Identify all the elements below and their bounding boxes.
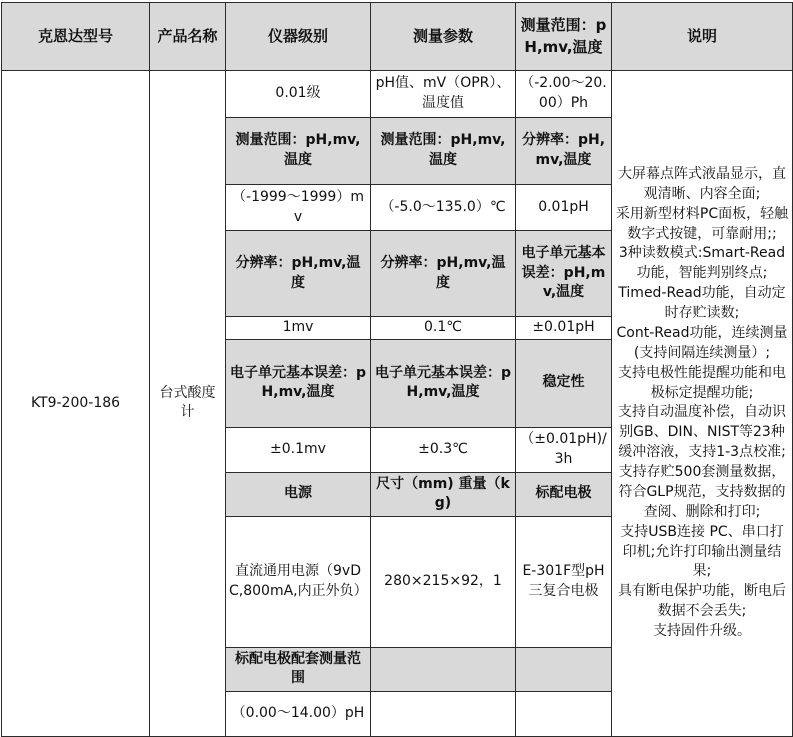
description-line: 支持电极性能提醒功能和电极标定提醒功能; [618, 364, 786, 401]
table-cell: 0.01pH [516, 185, 612, 231]
table-cell: E-301F型pH三复合电极 [516, 516, 612, 647]
spec-table [1, 2, 793, 737]
table-cell [516, 691, 612, 736]
model-cell: KT9-200-186 [2, 71, 150, 737]
table-cell [371, 691, 516, 736]
table-cell: （±0.01pH)/3h [516, 427, 612, 472]
table-cell: ±0.01pH [516, 317, 612, 340]
description-line: Cont-Read功能，连续测量(支持间隔连续测量）; [616, 324, 788, 361]
table-cell: （-1999～1999）mv [226, 185, 371, 231]
description-line: 支持存贮500套测量数据，符合GLP规范，支持数据的查阅、删除和打印; [618, 464, 786, 520]
header-range: 测量范围：pH,mv,温度 [516, 3, 612, 71]
table-cell: 电子单元基本误差：pH,mv,温度 [226, 339, 371, 427]
table-cell: pH值、mV（OPR）、温度值 [371, 71, 516, 118]
table-cell: 测量范围：pH,mv,温度 [371, 118, 516, 185]
table-cell: 分辨率：pH,mv,温度 [516, 118, 612, 185]
description-line: 具有断电保护功能，断电后数据不会丢失; [618, 583, 786, 620]
table-cell: 280×215×92，1 [371, 516, 516, 647]
table-cell: 标配电极配套测量范围 [226, 647, 371, 691]
description-line: 支持固件升级。 [653, 623, 751, 640]
table-cell: 稳定性 [516, 339, 612, 427]
description-line: 支持自动温度补偿，自动识别GB、DIN、NIST等23种缓冲溶液，支持1-3点校准; [618, 404, 786, 461]
table-cell: 0.1℃ [371, 317, 516, 340]
header-parameters: 测量参数 [371, 3, 516, 71]
table-cell: 分辨率：pH,mv,温度 [371, 231, 516, 317]
table-row [2, 71, 793, 118]
table-cell: 电源 [226, 472, 371, 516]
header-instrument-level: 仪器级别 [226, 3, 371, 71]
header-model: 克恩达型号 [2, 3, 150, 71]
table-cell: （0.00～14.00）pH [226, 691, 371, 736]
description-line: 大屏幕点阵式液晶显示，直观清晰、内容全面; [618, 165, 786, 202]
header-description: 说明 [612, 3, 793, 71]
table-cell: ±0.1mv [226, 427, 371, 472]
table-cell: 标配电极 [516, 472, 612, 516]
table-cell: 直流通用电源（9vDC,800mA,内正外负） [226, 516, 371, 647]
header-product-name: 产品名称 [150, 3, 226, 71]
description-line: Timed-Read功能，自动定时存贮读数; [618, 285, 786, 322]
description-line: 3种读数模式:Smart-Read功能，智能判别终点; [618, 245, 786, 282]
table-cell [371, 647, 516, 691]
description-cell [612, 71, 793, 737]
table-cell: 分辨率：pH,mv,温度 [226, 231, 371, 317]
table-cell: ±0.3℃ [371, 427, 516, 472]
table-cell: 0.01级 [226, 71, 371, 118]
table-cell: 测量范围：pH,mv,温度 [226, 118, 371, 185]
table-cell: 电子单元基本误差：pH,mv,温度 [371, 339, 516, 427]
description-line: 支持USB连接 PC、串口打印机;允许打印输出测量结果; [620, 523, 784, 580]
description-line: 采用新型材料PC面板，轻触数字式按键，可靠耐用;; [615, 205, 789, 242]
table-cell: 电子单元基本误差：pH,mv,温度 [516, 231, 612, 317]
table-cell: 尺寸（mm) 重量（kg) [371, 472, 516, 516]
table-cell [516, 647, 612, 691]
header-row [2, 3, 793, 71]
table-cell: 1mv [226, 317, 371, 340]
table-cell: （-5.0～135.0）℃ [371, 185, 516, 231]
product-name-cell: 台式酸度计 [150, 71, 226, 737]
table-cell: （-2.00～20.00）Ph [516, 71, 612, 118]
